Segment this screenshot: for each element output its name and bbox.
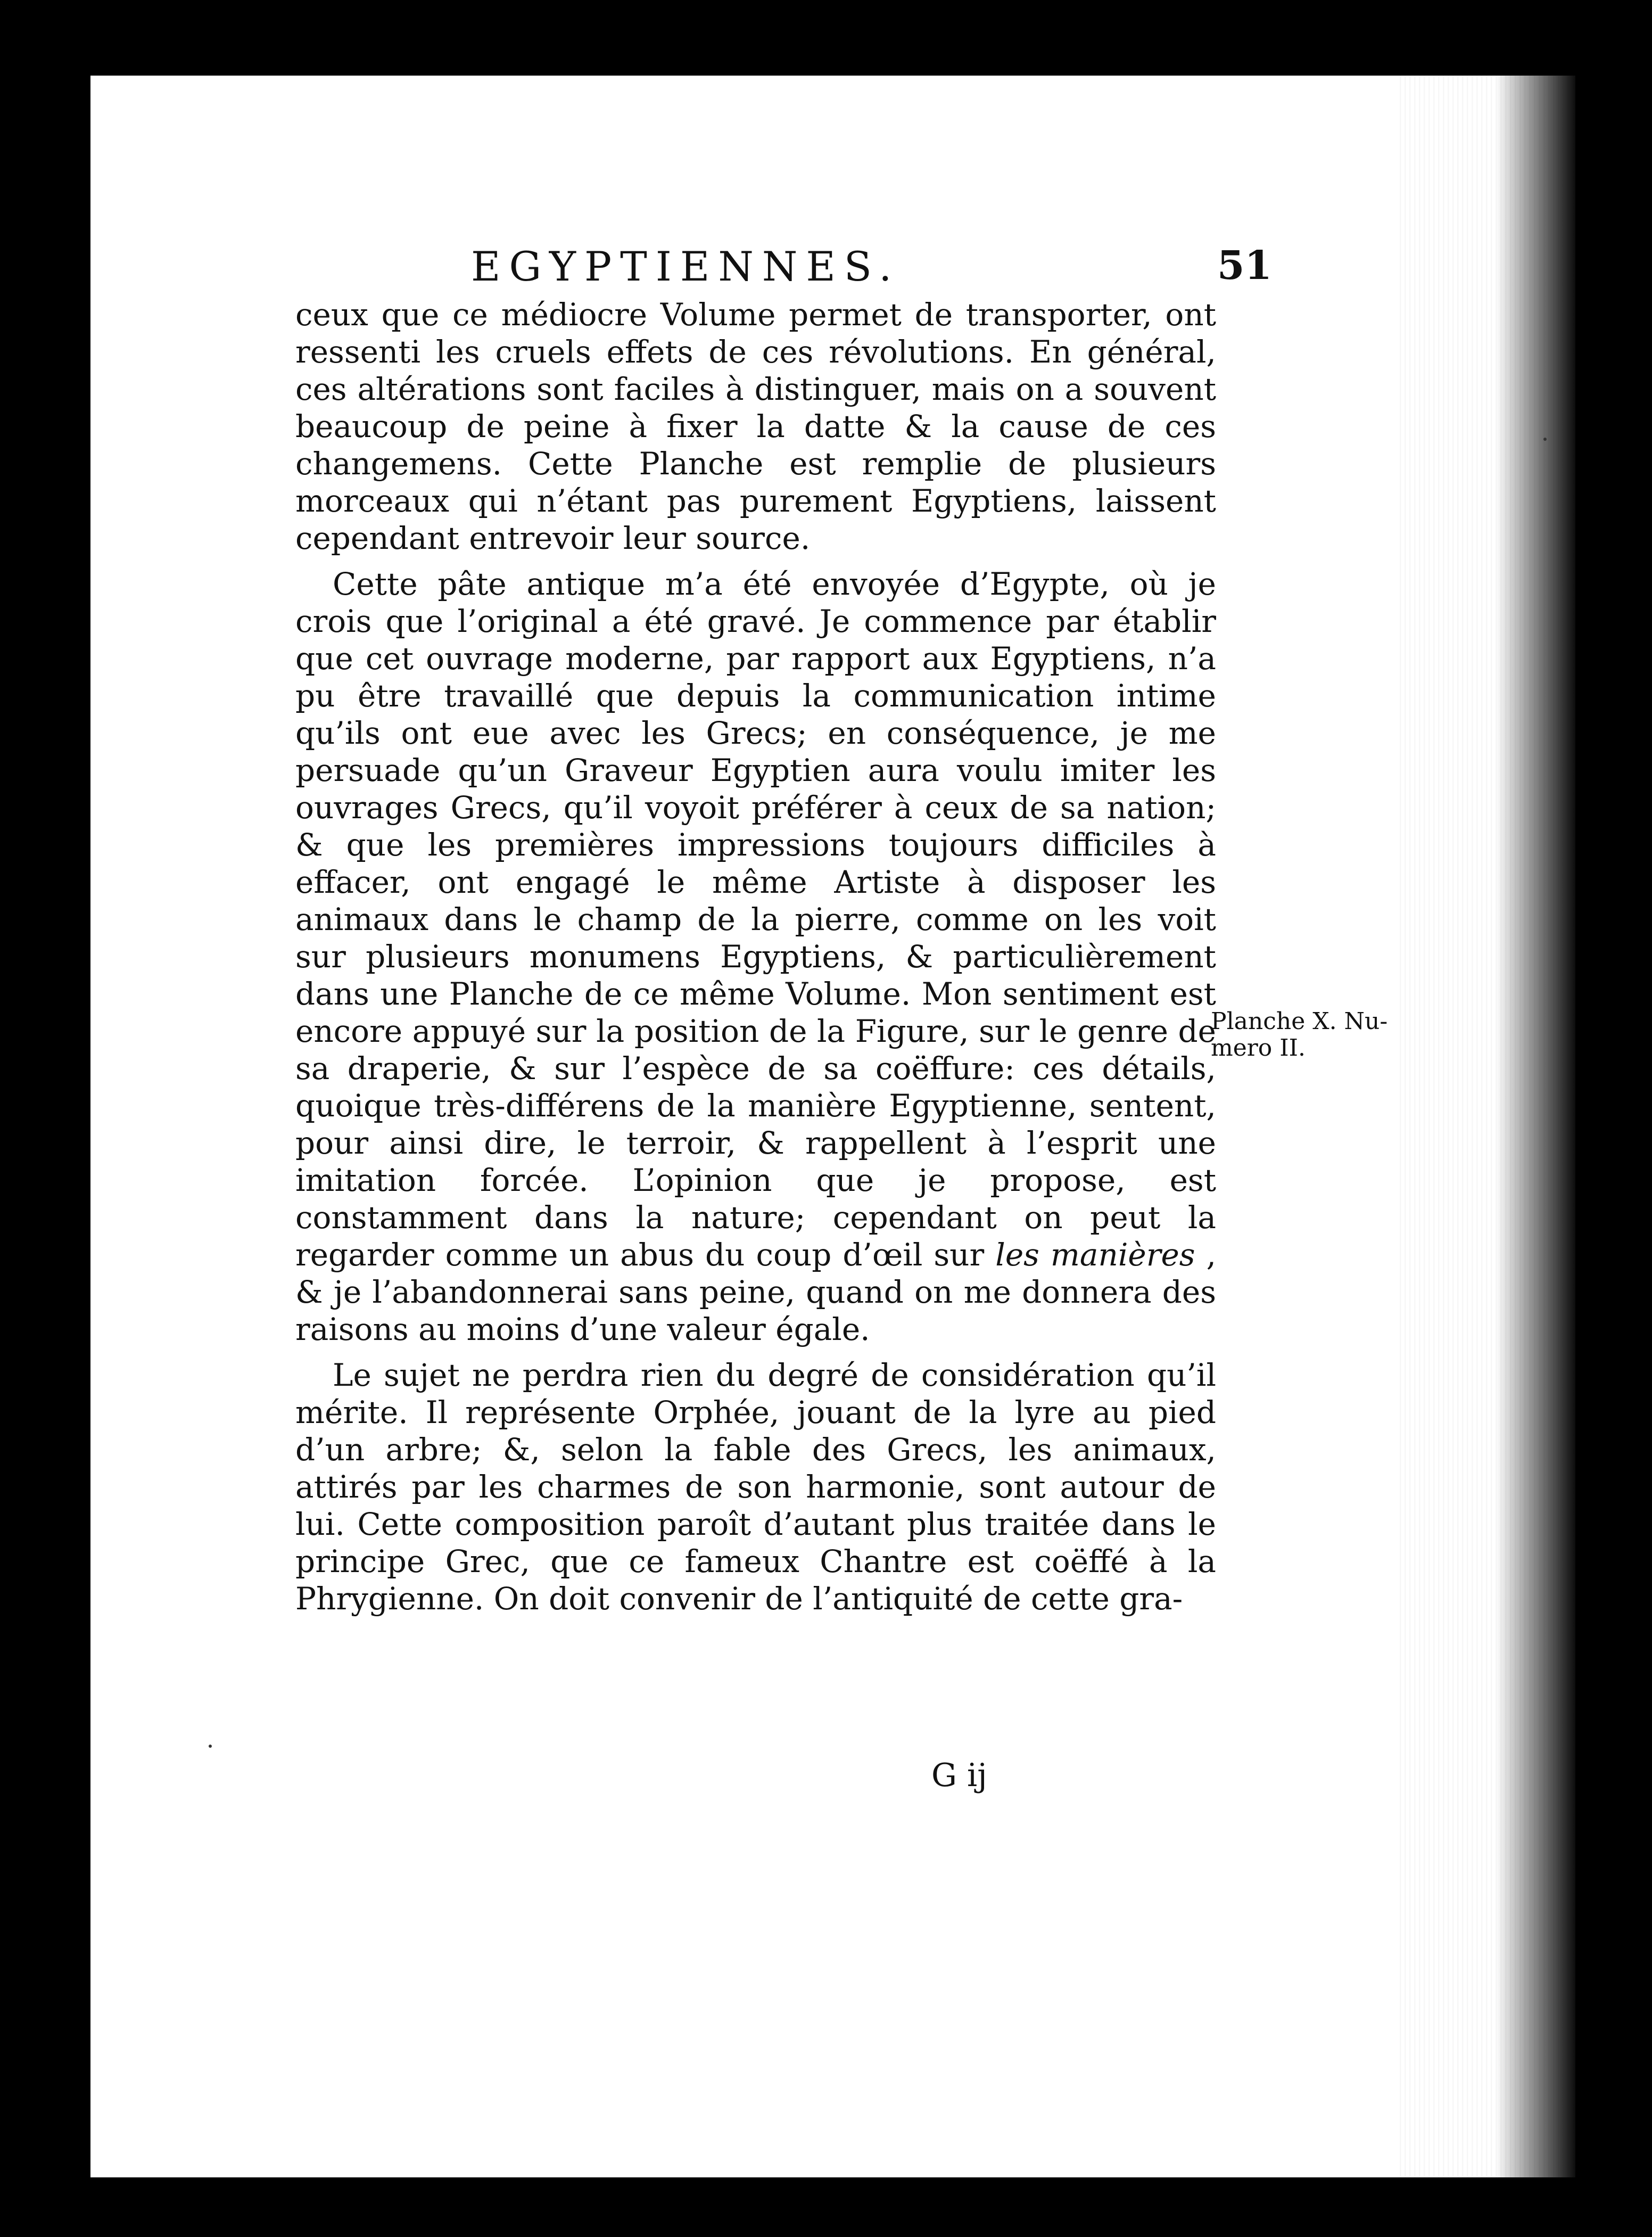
scan-dot-mark	[1543, 438, 1547, 441]
book-page	[90, 76, 1575, 2177]
page-number: 51	[1217, 243, 1272, 289]
running-head-title: EGYPTIENNES.	[471, 243, 901, 290]
margin-note	[1211, 1008, 1400, 1062]
signature-mark: G ij	[931, 1757, 987, 1794]
paragraph-1: ceux que ce médiocre Volume permet de transporter, ont ressenti les cruels effets de ces révolutions. En général, ces altérations sont faciles à distinguer, mais on a souvent beaucoup de peine à fixer la datte & la cause de ces changemens. Cette Planche est remplie de plusieurs morceaux qui n’étant pas purement Egyptiens, laissent cependant entrevoir leur source.	[295, 297, 1216, 556]
paragraph-3: Le sujet ne perdra rien du degré de considération qu’il mérite. Il représente Orphée, jouant de la lyre au pied d’un arbre; &, selon la fable des Grecs, les animaux, attirés par les charmes de son harmonie, sont autour de lui. Cette composition paroît d’autant plus traitée dans le principe Grec, que ce fameux Chantre est coëffé à la Phrygienne. On doit convenir de l’antiquité de cette gra-	[295, 1357, 1216, 1617]
margin-note-line-2: mero II.	[1211, 1034, 1306, 1062]
margin-note-line-1: Planche X. Nu-	[1211, 1008, 1388, 1035]
italic-phrase: les manières	[995, 1237, 1195, 1273]
paragraph-2-ending: , & je l’abandonnerai sans peine, quand on me donnera des raisons au moins d’une valeur égale.	[295, 1237, 1216, 1347]
paragraph-2	[295, 565, 1216, 1348]
right-edge-shadow	[1496, 76, 1575, 2177]
main-text-block	[295, 296, 1216, 1617]
paragraph-2-text: Cette pâte antique m’a été envoyée d’Egypte, où je crois que l’original a été gravé. Je commence par établir que cet ouvrage moderne, par rapport aux Egyptiens, n’a pu être travaillé que depuis la communication intime qu’ils ont eue avec les Grecs; en conséquence, je me persuade qu’un Graveur Egyptien aura voulu imiter les ouvrages Grecs, qu’il voyoit préférer à ceux de sa nation; & que les premières impressions toujours difficiles à effacer, ont engagé le même Artiste à disposer les animaux dans le champ de la pierre, comme on les voit sur plusieurs monumens Egyptiens, & particulièrement dans une Planche de ce même Volume. Mon sentiment est encore appuyé sur la position de la Figure, sur le genre de sa draperie, & sur l’espèce de sa coëffure: ces détails, quoique très-différens de la manière Egyptienne, sentent, pour ainsi dire, le terroir, & rappellent à l’esprit une imitation forcée. L’opinion que je propose, est constamment dans la nature; cependant on peut la regarder comme un abus du coup d’œil sur	[295, 566, 1216, 1273]
scan-dot-mark	[209, 1745, 212, 1748]
